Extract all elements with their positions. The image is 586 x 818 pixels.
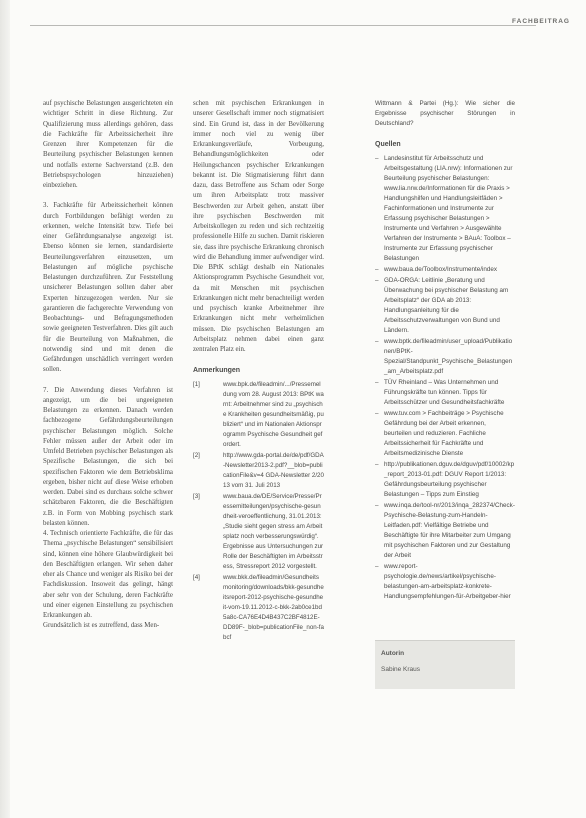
note-number: [3] [193,493,200,501]
header-rule [30,25,536,26]
sources-list [375,154,515,602]
note-number: [4] [193,574,200,582]
sources-heading: Quellen [375,141,401,148]
note-text: www.bkk.de/fileadmin/Gesundheitsmonitoring/downloads/bkk-gesundheitsreport-2012-psychische-gesundheit-vom-19.11.2012-c-bkk-2ab0ce1bd5a8c-CA76E4D4B437C2BF4812E-DD89F-_blob=publicationFile_non-fabcf [223,574,324,642]
note-number: [1] [193,381,200,389]
column-left [43,99,173,632]
note-text: www.bpk.de/fileadmin/.../Pressemeldung vom 28. August 2013: BPtK warnt: Arbeitnehmer sind zu „psychische Krankheiten gesundheitsmäßig, publiziert“ und im Nationalen Aktionsprogramm Psychische Gesundheit gefordert. [223,381,324,449]
source-item: – http://publikationen.dguv.de/dguv/pdf/10002/kp_report_2013-01.pdf: DGUV Report 1/2013: Gefährdungsbeurteilung psychischer Belastungen – Tipps zum Einstieg [375,460,515,500]
notes-list [193,380,324,643]
source-item: – www.tuv.com > Fachbeiträge > Psychische Gefährdung bei der Arbeit erkennen, beurteilen und reduzieren. Fachliche Arbeitssicherheit für Fachkräfte und Arbeitsmedizinische Dienste [375,409,515,459]
paragraph: 7. Die Anwendung dieses Verfahren ist angezeigt, um die bei ungeeigneten Belastungen zu erkennen. Danach werden fachbezogene Gefährdungsbeurteilungen psychischer Belastungen möglich. Solche Fehler müssen außer der Arbeit oder im Umfeld Betrieben psychischer Belastungen als Spezifische Belastungen, die sich bei spezifischen Faktoren wie dem Betriebsklima ergeben, bisher nicht auf diese Weise erhoben werden. Dabei sind es durchaus solche schwer schätzbaren Faktoren, die die Beschäftigten z.B. in Form von Mobbing psychisch stark belasten können. [43,386,173,527]
source-item: – www.bptk.de/fileadmin/user_upload/Publikationen/BPtK-Spezial/Standpunkt_Psychische_Belastungen_am_Arbeitsplatz.pdf [375,337,515,377]
note-number: [2] [193,452,200,460]
author-box-title: Autorin [381,650,405,657]
source-item: – Landesinstitut für Arbeitsschutz und Arbeitsgestaltung (LIA.nrw): Informationen zur Beurteilung psychischer Belastungen: www.lia.nrw.de/Informationen für die Praxis > Handlungshilfen und Handlungsleitfäden > Fachinformationen und Instrumente zur Erfassung psychischer Belastungen > Instrumente und Verfahren > Ausgewählte Verfahren der Instrumente > BAuA: Toolbox – Instrumente zur Erfassung psychischer Belastungen [375,154,515,264]
source-item: – www.inqa.de/tool-nr/2013/inqa_282374/Check-Psychische-Belastung-zum-Handeln-Leitfaden.pdf: Vielfältige Betriebe und Beschäftigte für ihre Mitarbeiter zum Umgang mit psychischen Faktoren und zur Gestaltung der Arbeit [375,501,515,561]
paragraph: 3. Fachkräfte für Arbeitssicherheit können durch Fortbildungen befähigt werden zu erkennen, welche Intensität bzw. Tiefe bei einer Gefährdungsanalyse angezeigt ist. Ebenso können sie lernen, standardisierte Beurteilungsverfahren einzusetzen, um Belastungen auf mögliche psychische Belastungen durchzuführen. Zur Feststellung unsicherer Belastungen sollten daher aber Experten hinzugezogen werden. Nur sie garantieren die fachgerechte Verwendung von Beobachtungs- und Befragungsmethoden sowie geeigneten Testverfahren. Dies gilt auch für die Beurteilung von Maßnahmen, die notwendig sind und mit denen die Gefährdungen unschädlich verringert werden sollen. [43,202,173,374]
paragraph: auf psychische Belastungen ausgerichteten ein wichtiger Schritt in diese Richtung. Zur Qualifizierung muss allerdings gehören, dass die Fachkräfte für Arbeitssicherheit ihre Grenzen ihrer Kompetenzen für die Beurteilung psychischer Belastungen kennen und notfalls externe Sachverstand (z.B. den Betriebspsychologen hinzuziehen) einbeziehen. [43,100,173,189]
source-item: – www.baua.de/Toolbox/Instrumente/index [375,265,515,275]
source-item: – TÜV Rheinland – Was Unternehmen und Führungskräfte tun können. Tipps für Arbeitsschützer und Gesundheitsfachkräfte [375,378,515,408]
author-name: Sabine Kraus [381,666,421,673]
column-right [375,99,515,603]
note-item [193,492,324,572]
author-box [375,640,515,689]
source-item: – www.report-psychologie.de/news/artikel/psychische-belastungen-am-arbeitsplatz-konkrete-Handlungsempfehlungen-für-Arbeitgeber-hier [375,562,515,602]
note-item [193,380,324,450]
paragraph: schen mit psychischen Erkrankungen in unserer Gesellschaft immer noch stigmatisiert sind. Ein Grund ist, dass in der Bevölkerung immer noch viel zu wenig über Erkrankungsverläufe, Vorbeugung, Behandlungsmöglichkeiten oder Heilungschancen psychischer Erkrankungen bekannt ist. Die Stigmatisierung führt dann dazu, dass Betroffene aus Scham oder Sorge um ihren Arbeitsplatz trotz massiver Beschwerden zur Arbeit gehen, anstatt über ihre psychischen Beschwerden mit Arbeitskollegen zu reden und sich rechtzeitig professionelle Hilfe zu suchen. Damit riskieren sie, dass ihre psychische Erkrankung chronisch wird die Behandlung immer aufwendiger wird. Die BPtK schlägt deshalb ein Nationales Aktionsprogramm Psychische Gesundheit vor, da mit Menschen mit psychischen Erkrankungen nicht mehr benachteiligt werden und psychisch kranke Arbeitnehmer ihre Erkrankungen nicht mehr verheimlichen müssen. Die psychischen Belastungen am Arbeitsplatz nehmen dabei einen ganz zentralen Platz ein. [193,100,324,353]
paragraph: 4. Technisch orientierte Fachkräfte, die für das Thema „psychische Belastungen“ sensibilisiert sind, können eine höhere Glaubwürdigkeit bei den Beschäftigten erlangen. Wir sehen daher eher als Chance und weniger als Risiko bei der Fachdiskussion. Insoweit das gelingt, hängt aber sehr von der Schulung, deren Fachkräfte und einer eigenen Einstellung zu psychischen Erkrankungen ab. [43,530,173,619]
note-text: www.baua.de/DE/Service/Presse/Pressemitteilungen/psychische-gesundheit-veroeffentlichung, 31.01.2013: „Studie sieht gegen stress am Arbeitsplatz noch verbesserungswürdig“. Ergebnisse aus Untersuchungen zur Rolle der Beschäftigten im Arbeitsstress, Stressreport 2012 vorgestellt. [223,493,324,571]
column-middle [193,99,324,644]
note-item [193,451,324,491]
note-text: http://www.gda-portal.de/de/pdf/GDA-Newsletter2013-2.pdf?__blob=publicationFile&v=4 GDA-Newsletter 2/2013 vom 31. Juli 2013 [223,452,324,490]
page-edge-shadow [0,0,10,818]
source-item: – GDA-ORGA: Leitlinie „Beratung und Überwachung bei psychischer Belastung am Arbeitsplatz“ der GDA ab 2013: Handlungsanleitung für die Arbeitsschutzverwaltungen von Bund und Ländern. [375,276,515,336]
intro-paragraph: Wittmann & Partei (Hg.): Wie sicher die Ergebnisse psychischer Störungen in Deutschland? [375,100,515,127]
section-label: FACHBEITRAG [512,18,570,25]
notes-heading: Anmerkungen [193,367,241,375]
note-item [193,573,324,643]
paragraph: Grundsätzlich ist es zutreffend, dass Men- [43,622,160,630]
